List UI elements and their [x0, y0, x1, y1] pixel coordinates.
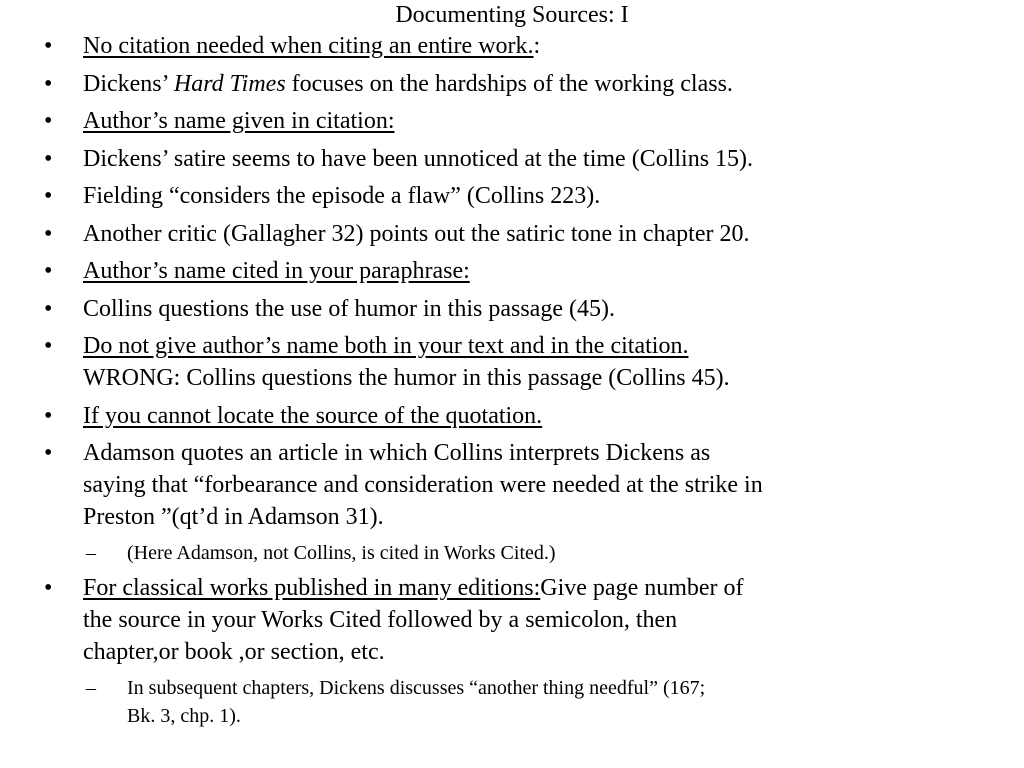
slide-content: [44, 30, 904, 735]
item-text: Bk. 3, chp. 1).: [127, 704, 241, 727]
item-text: the source in your Works Cited followed by a semicolon, then: [83, 607, 678, 633]
dash-icon: –: [86, 541, 96, 564]
item-text: Preston ”(qt’d in Adamson 31).: [83, 504, 384, 530]
section-heading: No citation needed when citing an entire work.: [83, 33, 534, 59]
item-text: Give page number of: [540, 575, 744, 601]
bullet-icon: •: [44, 108, 53, 134]
bullet-item: [44, 143, 904, 175]
bullet-icon: •: [44, 33, 53, 59]
bullet-item: [44, 293, 904, 325]
bullet-item: [44, 255, 904, 287]
bullet-item: [44, 105, 904, 137]
book-title: Hard Times: [173, 70, 286, 97]
item-text: focuses on the hardships of the working class.: [285, 70, 733, 97]
bullet-icon: •: [44, 402, 53, 429]
bullet-icon: •: [44, 183, 53, 209]
section-heading: Do not give author’s name both in your text and in the citation.: [83, 333, 689, 359]
dash-icon: –: [86, 676, 96, 699]
item-text: Dickens’ satire seems to have been unnoticed at the time (Collins 15).: [83, 145, 754, 172]
bullet-item: [44, 400, 904, 432]
bullet-icon: •: [44, 145, 53, 172]
item-text: Dickens’: [83, 70, 174, 97]
bullet-item: [44, 437, 904, 533]
item-text: In subsequent chapters, Dickens discusses “another thing needful” (167;: [127, 676, 706, 699]
bullet-icon: •: [44, 575, 53, 601]
bullet-item: [44, 572, 904, 668]
section-heading: For classical works published in many editions:: [83, 575, 541, 601]
item-text: WRONG: Collins questions the humor in this passage (Collins 45).: [83, 365, 730, 391]
bullet-icon: •: [44, 333, 53, 359]
bullet-item: [44, 30, 904, 62]
item-text: Adamson quotes an article in which Collins interprets Dickens as: [83, 440, 711, 466]
item-text: saying that “forbearance and consideration were needed at the strike in: [83, 472, 763, 498]
sub-bullet-item: [44, 539, 904, 567]
sub-bullet-item: [44, 674, 904, 730]
bullet-item: [44, 330, 904, 394]
item-text: Fielding “considers the episode a flaw” (Collins 223).: [83, 183, 601, 209]
bullet-item: [44, 218, 904, 250]
bullet-icon: •: [44, 295, 53, 322]
bullet-icon: •: [44, 258, 53, 284]
item-text: (Here Adamson, not Collins, is cited in Works Cited.): [127, 541, 556, 564]
section-heading: Author’s name cited in your paraphrase:: [83, 258, 470, 284]
bullet-item: [44, 180, 904, 212]
item-text: Collins questions the use of humor in this passage (45).: [83, 295, 615, 322]
item-text: Another critic (Gallagher 32) points out the satiric tone in chapter 20.: [83, 220, 750, 247]
item-text: :: [533, 33, 541, 59]
bullet-icon: •: [44, 70, 53, 97]
bullet-icon: •: [44, 440, 53, 466]
slide-title: Documenting Sources: I: [395, 2, 629, 28]
bullet-item: [44, 68, 904, 100]
section-heading: Author’s name given in citation:: [83, 108, 395, 134]
bullet-icon: •: [44, 220, 53, 247]
item-text: chapter,or book ,or section, etc.: [83, 639, 385, 665]
section-heading: If you cannot locate the source of the quotation.: [83, 402, 543, 429]
